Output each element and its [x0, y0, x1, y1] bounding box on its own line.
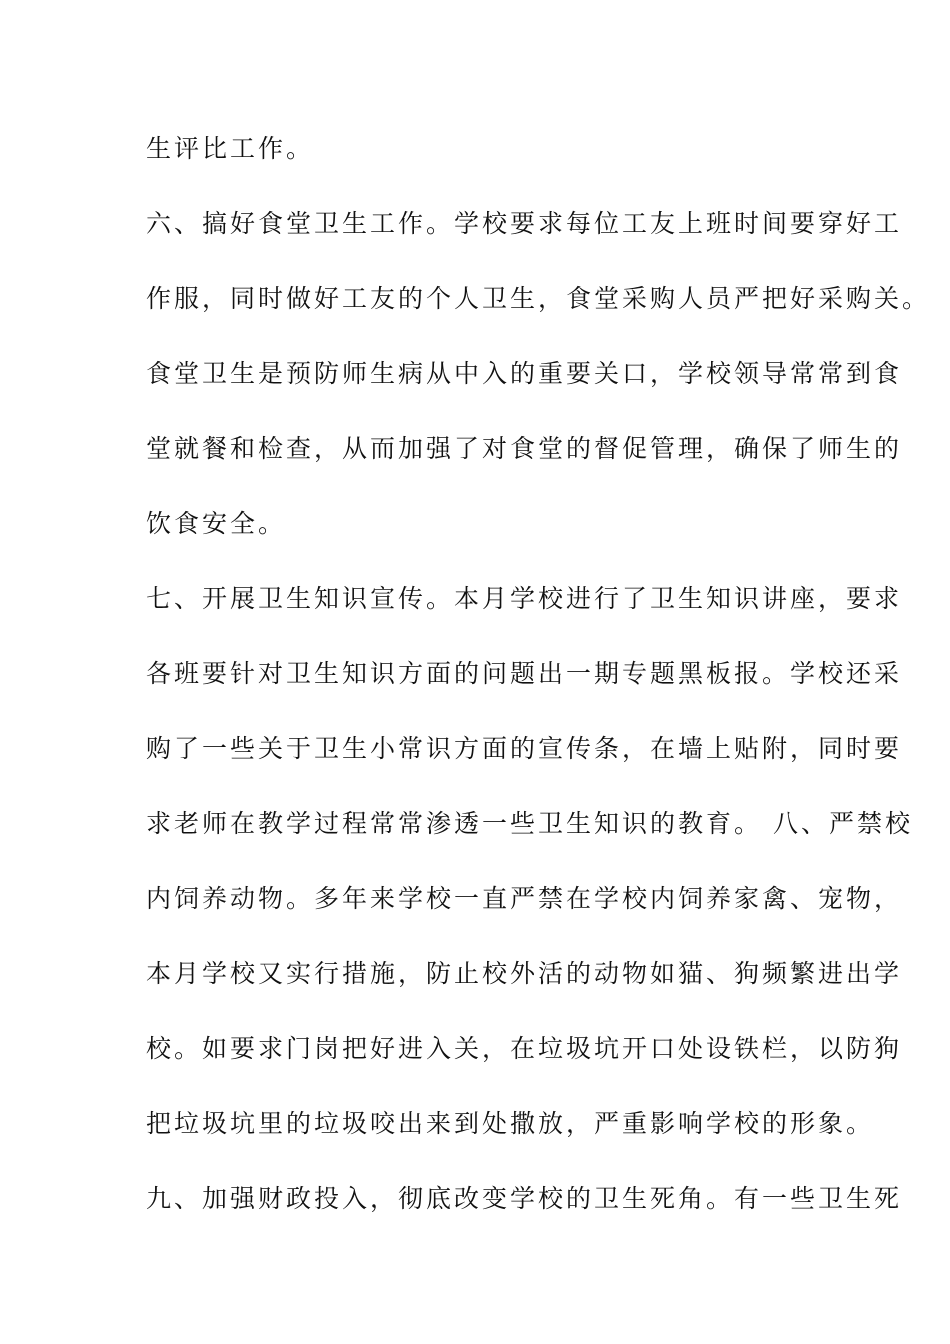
text-line: 购了一些关于卫生小常识方面的宣传条，在墙上贴附，同时要	[146, 734, 903, 763]
text-line: 七、开展卫生知识宣传。本月学校进行了卫生知识讲座，要求	[146, 584, 903, 613]
text-line: 六、搞好食堂卫生工作。学校要求每位工友上班时间要穿好工	[146, 209, 903, 238]
text-line: 校。如要求门岗把好进入关，在垃圾坑开口处设铁栏，以防狗	[146, 1034, 903, 1063]
text-line: 作服，同时做好工友的个人卫生，食堂采购人员严把好采购关。	[146, 284, 931, 313]
text-line: 把垃圾坑里的垃圾咬出来到处撒放，严重影响学校的形象。	[146, 1109, 875, 1138]
document-body	[146, 129, 931, 1254]
text-line: 求老师在教学过程常常渗透一些卫生知识的教育。 八、严禁校	[146, 809, 913, 838]
text-line: 九、加强财政投入，彻底改变学校的卫生死角。有一些卫生死	[146, 1184, 903, 1213]
text-line: 饮食安全。	[146, 509, 287, 538]
text-line: 本月学校又实行措施，防止校外活的动物如猫、狗频繁进出学	[146, 959, 903, 988]
text-line: 堂就餐和检查，从而加强了对食堂的督促管理，确保了师生的	[146, 434, 903, 463]
text-line: 内饲养动物。多年来学校一直严禁在学校内饲养家禽、宠物，	[146, 884, 903, 913]
text-line: 生评比工作。	[146, 134, 315, 163]
text-line: 各班要针对卫生知识方面的问题出一期专题黑板报。学校还采	[146, 659, 903, 688]
text-line: 食堂卫生是预防师生病从中入的重要关口，学校领导常常到食	[146, 359, 903, 388]
